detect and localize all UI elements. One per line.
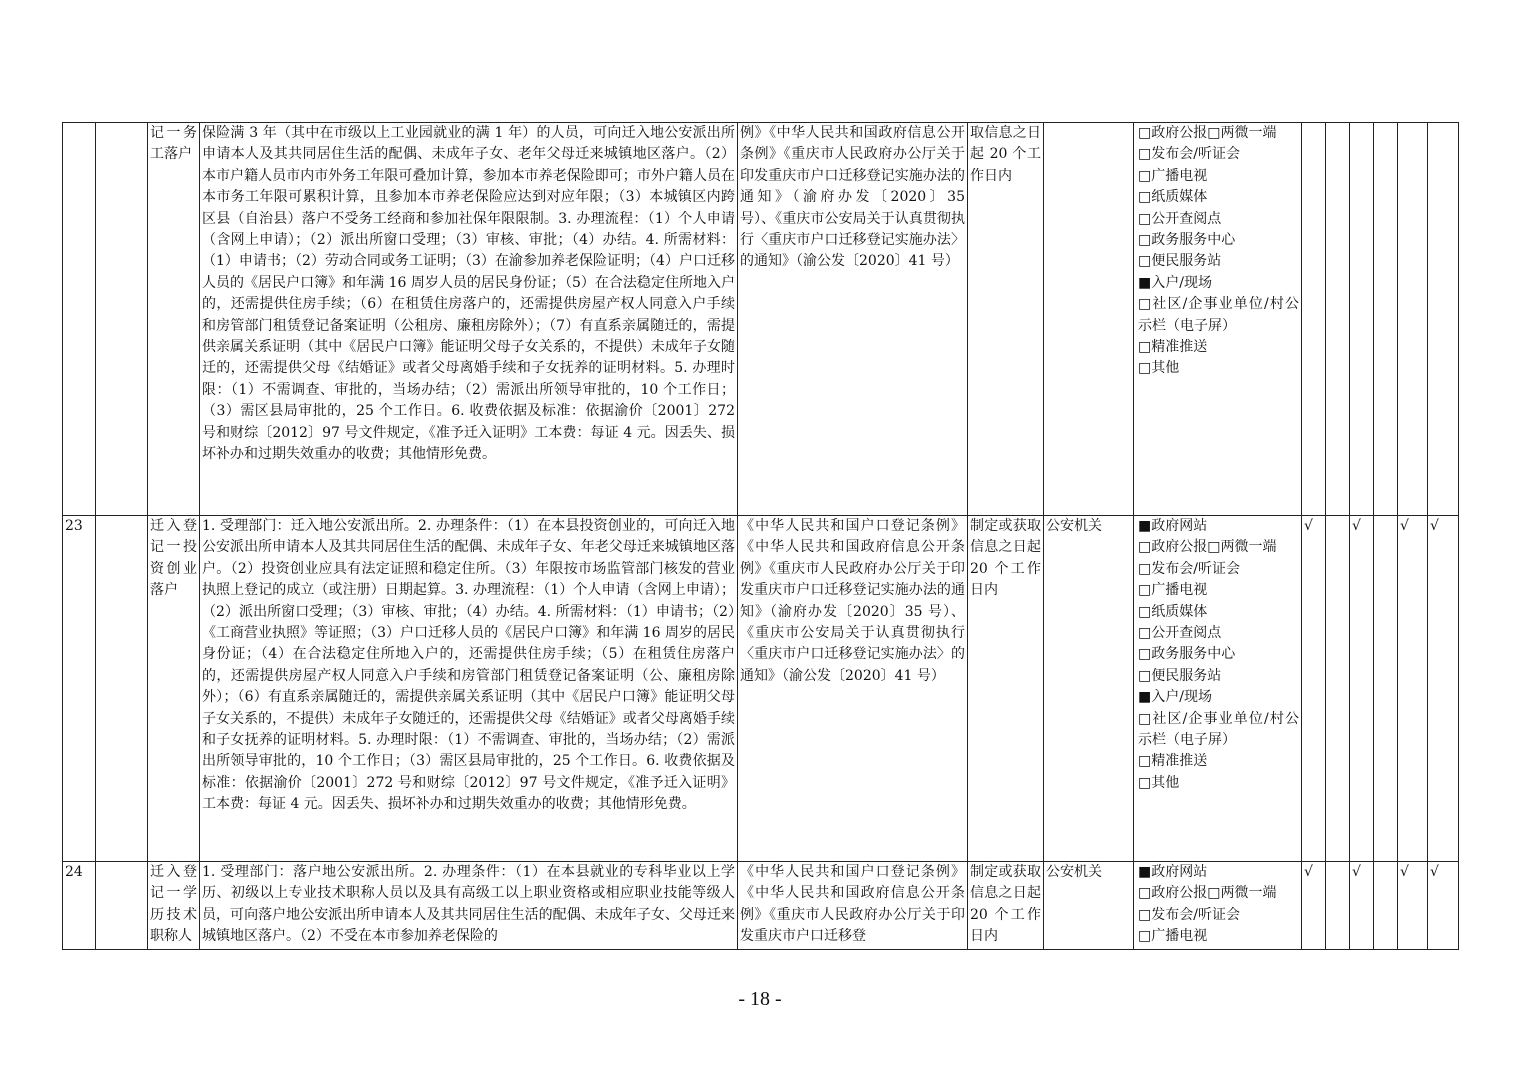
check-mark: √ bbox=[1350, 862, 1374, 950]
item-name: 记一务工落户 bbox=[148, 123, 200, 516]
disclosure-subject bbox=[1044, 123, 1134, 516]
item-content: 保险满 3 年（其中在市级以上工业园就业的满 1 年）的人员，可向迁入地公安派出所申请本人及其共同居住生活的配偶、未成年子女、老年父母迁来城镇地区落户。（2）本市户籍人员市内市外务工年限可叠加计算，参加本市养老保险即可；市外户籍人员在本市务工年限可累积计算，且参加本市养老保险应达到对应年限；（3）本城镇区内跨区县（自治县）落户不受务工经商和参加社保年限限制。3. 办理流程：（1）个人申请（含网上申请）；（2）派出所窗口受理；（3）审核、审批；（4）办结。4. 所需材料：（1）申请书；（2）劳动合同或务工证明；（3）在渝参加养老保险证明；（4）户口迁移人员的《居民户口簿》和年满 16 周岁人员的居民身份证；（5）在合法稳定住所地入户的，还需提供住房手续；（6）在租赁住房落户的，还需提供房屋产权人同意入户手续和房管部门租赁登记备案证明（公租房、廉租房除外）；（7）有直系亲属随迁的，需提供亲属关系证明（其中《居民户口簿》能证明父母子女关系的，不提供）未成年子女随迁的，还需提供父母《结婚证》或者父母离婚手续和子女抚养的证明材料。5. 办理时限：（1）不需调查、审批的，当场办结；（2）需派出所领导审批的，10 个工作日；（3）需区县局审批的，25 个工作日。6. 收费依据及标准：依据渝价〔2001〕272 号和财综〔2012〕97 号文件规定，《准予迁入证明》工本费：每证 4 元。因丢失、损坏补办和过期失效重办的收费；其他情形免费。 bbox=[200, 123, 738, 516]
check-mark bbox=[1398, 123, 1428, 516]
time-limit: 制定或获取信息之日起 20 个工作日内 bbox=[968, 862, 1044, 950]
disclosure-subject: 公安机关 bbox=[1044, 862, 1134, 950]
channel-item: □发布会/听证会 bbox=[1138, 906, 1240, 923]
check-mark bbox=[1302, 123, 1326, 516]
item-content: 1. 受理部门：落户地公安派出所。2. 办理条件：（1）在本县就业的专科毕业以上学历、初级以上专业技术职称人员以及具有高级工以上职业资格或相应职业技能等级人员，可向落户地公安派出所申请本人及其共同居住生活的配偶、未成年子女、父母迁来城镇地区落户。（2）不受在本市参加养老保险的 bbox=[200, 862, 738, 950]
check-mark: √ bbox=[1398, 516, 1428, 862]
channel-item: □广播电视 bbox=[1138, 167, 1208, 184]
check-mark bbox=[1326, 123, 1350, 516]
check-mark bbox=[1350, 123, 1374, 516]
channel-item: □其他 bbox=[1138, 774, 1180, 791]
row-number bbox=[63, 123, 96, 516]
check-mark: √ bbox=[1428, 862, 1459, 950]
check-mark bbox=[1326, 516, 1350, 862]
table-row bbox=[63, 862, 1459, 950]
check-mark: √ bbox=[1302, 862, 1326, 950]
disclosure-channels bbox=[1134, 516, 1302, 862]
legal-basis: 《中华人民共和国户口登记条例》《中华人民共和国政府信息公开条例》《重庆市人民政府办公厅关于印发重庆市户口迁移登记实施办法的通知》（渝府办发〔2020〕35 号）、《重庆市公安局关于认真贯彻执行〈重庆市户口迁移登记实施办法〉的通知》（渝公发〔2020〕41 号） bbox=[738, 516, 968, 862]
table-row bbox=[63, 516, 1459, 862]
check-mark: √ bbox=[1428, 516, 1459, 862]
disclosure-channels bbox=[1134, 123, 1302, 516]
table-row bbox=[63, 123, 1459, 516]
disclosure-table bbox=[62, 122, 1459, 950]
channel-item: □便民服务站 bbox=[1138, 253, 1222, 270]
channel-item: □政府公报□两微一端 bbox=[1138, 539, 1277, 556]
item-content: 1. 受理部门：迁入地公安派出所。2. 办理条件：（1）在本县投资创业的，可向迁入地公安派出所申请本人及其共同居住生活的配偶、未成年子女、年老父母迁来城镇地区落户。（2）投资创业应具有法定证照和稳定住所。（3）年限按市场监管部门核发的营业执照上登记的成立（或注册）日期起算。3. 办理流程：（1）个人申请（含网上申请）；（2）派出所窗口受理；（3）审核、审批；（4）办结。4. 所需材料：（1）申请书；（2）《工商营业执照》等证照；（3）户口迁移人员的《居民户口簿》和年满 16 周岁的居民身份证；（4）在合法稳定住所地入户的，还需提供住房手续；（5）在租赁住房落户的，还需提供房屋产权人同意入户手续和房管部门租赁登记备案证明（公、廉租房除外）；（6）有直系亲属随迁的，需提供亲属关系证明（其中《居民户口簿》能证明父母子女关系的，不提供）未成年子女随迁的，还需提供父母《结婚证》或者父母离婚手续和子女抚养的证明材料。5. 办理时限：（1）不需调查、审批的，当场办结；（2）需派出所领导审批的，10 个工作日；（3）需区县局审批的，25 个工作日。6. 收费依据及标准：依据渝价〔2001〕272 号和财综〔2012〕97 号文件规定，《准予迁入证明》工本费：每证 4 元。因丢失、损坏补办和过期失效重办的收费；其他情形免费。 bbox=[200, 516, 738, 862]
check-mark bbox=[1428, 123, 1459, 516]
check-mark bbox=[1374, 516, 1398, 862]
channel-item: □纸质媒体 bbox=[1138, 189, 1208, 206]
row-category bbox=[96, 516, 148, 862]
check-mark: √ bbox=[1398, 862, 1428, 950]
channel-item: □公开查阅点 bbox=[1138, 625, 1222, 642]
channel-item: □发布会/听证会 bbox=[1138, 146, 1240, 163]
channel-item: □公开查阅点 bbox=[1138, 210, 1222, 227]
channel-item: ■政府网站 bbox=[1138, 864, 1208, 880]
channel-item: □其他 bbox=[1138, 360, 1180, 377]
row-number: 23 bbox=[63, 516, 96, 862]
time-limit: 制定或获取信息之日起 20 个工作日内 bbox=[968, 516, 1044, 862]
check-mark bbox=[1374, 862, 1398, 950]
channel-item: ■入户/现场 bbox=[1138, 689, 1212, 706]
channel-item: □精准推送 bbox=[1138, 753, 1208, 770]
row-number: 24 bbox=[63, 862, 96, 950]
channel-item: □发布会/听证会 bbox=[1138, 560, 1240, 577]
time-limit: 取信息之日起 20 个工作日内 bbox=[968, 123, 1044, 516]
channel-item: □政务服务中心 bbox=[1138, 646, 1236, 663]
channel-item: □社区/企事业单位/村公示栏（电子屏） bbox=[1138, 296, 1299, 334]
channel-item: □政务服务中心 bbox=[1138, 232, 1236, 249]
channel-item: □社区/企事业单位/村公示栏（电子屏） bbox=[1138, 710, 1299, 749]
channel-item: □政府公报□两微一端 bbox=[1138, 125, 1277, 141]
channel-item: □便民服务站 bbox=[1138, 667, 1222, 684]
channel-item: □广播电视 bbox=[1138, 928, 1208, 945]
item-name: 迁入登记一学历技术职称人 bbox=[148, 862, 200, 950]
channel-item: ■政府网站 bbox=[1138, 518, 1208, 534]
check-mark bbox=[1374, 123, 1398, 516]
page-number: - 18 - bbox=[738, 988, 782, 1010]
channel-item: □精准推送 bbox=[1138, 339, 1208, 356]
check-mark: √ bbox=[1350, 516, 1374, 862]
legal-basis: 《中华人民共和国户口登记条例》《中华人民共和国政府信息公开条例》《重庆市人民政府办公厅关于印发重庆市户口迁移登 bbox=[738, 862, 968, 950]
legal-basis: 例》《中华人民共和国政府信息公开条例》《重庆市人民政府办公厅关于印发重庆市户口迁移登记实施办法的通知》（渝府办发〔2020〕35 号）、《重庆市公安局关于认真贯彻执行〈重庆市户口迁移登记实施办法〉的通知》（渝公发〔2020〕41 号） bbox=[738, 123, 968, 516]
row-category bbox=[96, 862, 148, 950]
row-category bbox=[96, 123, 148, 516]
disclosure-subject: 公安机关 bbox=[1044, 516, 1134, 862]
disclosure-channels bbox=[1134, 862, 1302, 950]
item-name: 迁入登记一投资创业落户 bbox=[148, 516, 200, 862]
channel-item: ■入户/现场 bbox=[1138, 274, 1212, 291]
channel-item: □广播电视 bbox=[1138, 582, 1208, 599]
channel-item: □纸质媒体 bbox=[1138, 603, 1208, 620]
check-mark: √ bbox=[1302, 516, 1326, 862]
channel-item: □政府公报□两微一端 bbox=[1138, 885, 1277, 902]
check-mark bbox=[1326, 862, 1350, 950]
